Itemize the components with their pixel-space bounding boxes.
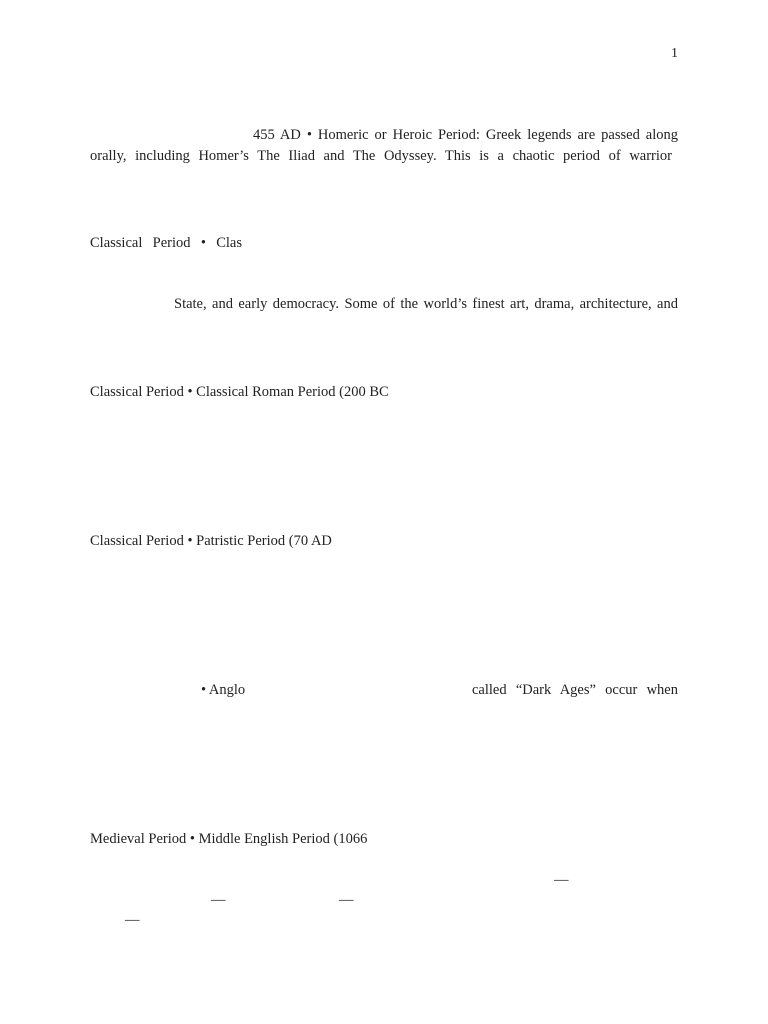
em-dash: —	[339, 892, 354, 908]
em-dash: —	[125, 912, 140, 928]
em-dash: —	[211, 892, 226, 908]
em-dash: —	[554, 872, 569, 888]
text-line-classical-roman-period: Classical Period • Classical Roman Period (200 BC	[90, 384, 389, 400]
text-line-classical-period-clas: Classical Period • Clas	[90, 235, 242, 251]
text-line-dark-ages: called “Dark Ages” occur when	[472, 682, 678, 698]
page-number: 1	[671, 46, 678, 61]
text-line-homer-iliad-odyssey: orally, including Homer’s The Iliad and The Odyssey. This is a chaotic period of warrior	[90, 148, 672, 164]
text-line-homeric-period: 455 AD • Homeric or Heroic Period: Greek legends are passed along	[253, 127, 678, 143]
text-line-patristic-period: Classical Period • Patristic Period (70 AD	[90, 533, 332, 549]
text-line-anglo: • Anglo	[201, 682, 246, 698]
text-line-early-democracy: State, and early democracy. Some of the world’s finest art, drama, architecture, and	[174, 296, 678, 312]
text-line-middle-english-period: Medieval Period • Middle English Period (1066	[90, 831, 368, 847]
